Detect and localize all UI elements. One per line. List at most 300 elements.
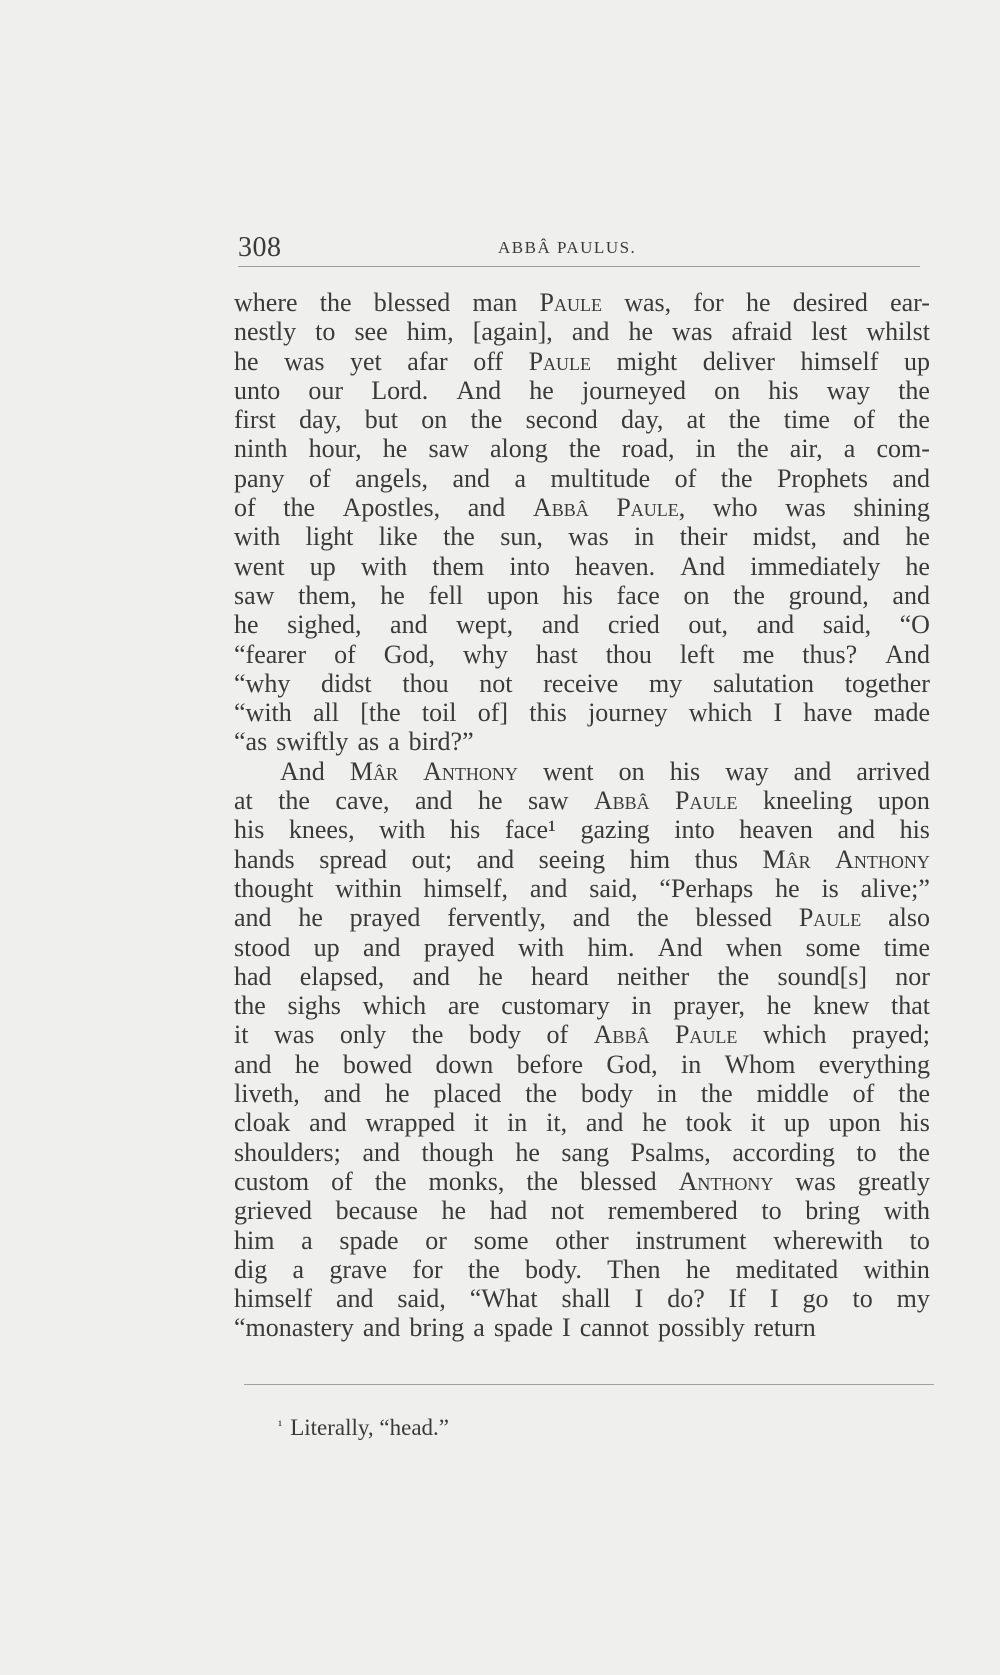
word: man: [472, 288, 518, 317]
word: God,: [606, 1049, 658, 1079]
word: sang: [561, 1137, 610, 1167]
text-line: [234, 347, 930, 376]
word: and: [842, 522, 880, 552]
text-line: [234, 815, 930, 844]
word: remembered: [607, 1196, 738, 1226]
word: their: [679, 522, 728, 552]
text-line: [234, 786, 930, 815]
word: spread: [319, 844, 388, 874]
text-line: [234, 434, 930, 463]
word: he: [298, 903, 323, 933]
word: spade: [339, 1225, 399, 1255]
text-line: [234, 1313, 930, 1342]
footnote-text: Literally, “head.”: [290, 1415, 449, 1440]
text-line: [234, 845, 930, 874]
text-line: [234, 1079, 930, 1108]
word: “with: [234, 698, 292, 728]
word: Abbâ: [593, 786, 650, 816]
word: greatly: [857, 1166, 930, 1196]
word: knees,: [288, 815, 355, 845]
word: do?: [667, 1284, 705, 1314]
word: I: [773, 698, 783, 728]
word: air,: [789, 434, 823, 464]
word: the: [728, 405, 761, 435]
word: this: [529, 698, 567, 728]
word: me: [742, 639, 775, 669]
word: and: [309, 1108, 347, 1138]
word: the: [470, 405, 503, 435]
word: a: [388, 727, 400, 757]
word: hast: [535, 639, 578, 669]
word: afraid: [731, 317, 793, 347]
word: said,: [822, 610, 872, 640]
word: upon: [828, 1108, 881, 1138]
word: to: [315, 317, 336, 347]
word: time: [783, 405, 830, 435]
word: he: [294, 1049, 320, 1079]
word: all: [312, 698, 339, 728]
text-line: [234, 1284, 930, 1313]
word: and: [892, 463, 930, 493]
word: with: [517, 932, 565, 962]
word: together: [844, 668, 930, 698]
word: the: [898, 1137, 930, 1167]
word: and: [892, 580, 930, 610]
word: Then: [607, 1254, 661, 1284]
word: with: [360, 551, 408, 581]
word: sighs: [287, 991, 341, 1021]
word: of: [309, 463, 331, 493]
word: of: [853, 405, 875, 435]
word: with: [234, 522, 281, 552]
word: my: [649, 668, 683, 698]
word: seeing: [538, 844, 606, 874]
word: and: [529, 873, 568, 903]
word: he: [529, 375, 554, 405]
word: and: [541, 610, 580, 640]
word: grave: [329, 1254, 388, 1284]
word: down: [435, 1049, 494, 1079]
word: and: [571, 317, 610, 347]
text-line: [234, 1167, 930, 1196]
word: everything: [818, 1049, 930, 1079]
word: afar: [407, 346, 448, 376]
word: and: [837, 815, 876, 845]
word: to: [761, 1196, 782, 1226]
word: placed: [433, 1079, 502, 1109]
word: I: [769, 1284, 779, 1314]
word: return: [753, 1313, 816, 1343]
word: deliver: [702, 346, 775, 376]
word: Anthony: [423, 756, 518, 786]
word: and: [572, 903, 611, 933]
word: he: [234, 610, 259, 640]
footnote: [278, 1415, 449, 1441]
word: pany: [234, 463, 285, 493]
word: them: [432, 551, 485, 581]
word: Apostles,: [342, 493, 441, 523]
word: spade: [493, 1313, 554, 1343]
word: the: [736, 434, 769, 464]
word: have: [803, 698, 853, 728]
word: left: [679, 639, 715, 669]
word: prayer,: [673, 991, 746, 1021]
word: blessed: [580, 1166, 657, 1196]
word: and: [476, 844, 515, 874]
word: time: [883, 932, 930, 962]
word: are: [447, 991, 480, 1021]
word: like: [378, 522, 418, 552]
word: multitude: [550, 463, 651, 493]
word: a: [292, 1254, 305, 1284]
word: was: [568, 522, 609, 552]
text-line: [234, 1108, 930, 1137]
word: made: [873, 698, 930, 728]
word: for: [412, 1254, 443, 1284]
word: Abbâ: [593, 1020, 650, 1050]
word: “Perhaps: [659, 873, 754, 903]
word: face¹: [504, 815, 556, 845]
word: where: [234, 288, 298, 317]
word: second: [525, 405, 598, 435]
word: the: [525, 1079, 557, 1109]
word: went: [543, 756, 594, 786]
text-line: [234, 1020, 930, 1049]
word: it: [750, 1108, 766, 1138]
text-line: [234, 991, 930, 1020]
word: ear-: [890, 288, 930, 317]
word: possibly: [658, 1313, 745, 1343]
word: day,: [299, 405, 342, 435]
word: according: [732, 1137, 835, 1167]
word: yet: [350, 346, 382, 376]
word: the: [526, 1166, 559, 1196]
word: was: [273, 1020, 315, 1050]
word: day,: [621, 405, 664, 435]
word: [the: [360, 698, 401, 728]
word: a: [473, 1313, 485, 1343]
text-line: [234, 727, 930, 756]
word: “O: [899, 610, 930, 640]
text-line: [234, 698, 930, 727]
word: shining: [853, 493, 930, 523]
word: into: [674, 815, 715, 845]
word: cave,: [335, 786, 390, 816]
word: he: [385, 1079, 410, 1109]
word: whilst: [866, 317, 930, 347]
word: Paule,: [616, 493, 686, 523]
word: to: [852, 1284, 873, 1314]
word: and: [414, 786, 453, 816]
word: and: [585, 1108, 624, 1138]
word: of: [546, 1020, 569, 1050]
word: took: [685, 1108, 732, 1138]
word: and: [467, 493, 506, 523]
word: in: [631, 991, 652, 1021]
word: and: [756, 610, 795, 640]
word: him: [629, 844, 671, 874]
word: way: [725, 756, 769, 786]
word: monks,: [428, 1166, 505, 1196]
word: he: [685, 1254, 711, 1284]
word: kneeling: [762, 786, 853, 816]
word: saw: [234, 580, 275, 610]
word: and: [335, 1284, 374, 1314]
text-line: [234, 1226, 930, 1255]
word: saw: [527, 786, 569, 816]
word: was,: [624, 288, 672, 317]
word: in: [634, 522, 655, 552]
word: his: [899, 1108, 930, 1138]
word: knew: [812, 991, 870, 1021]
word: to: [856, 1137, 877, 1167]
word: the: [568, 434, 601, 464]
word: of: [234, 493, 256, 523]
word: and: [412, 961, 451, 991]
word: road,: [621, 434, 675, 464]
word: along: [490, 434, 548, 464]
word: though: [421, 1137, 494, 1167]
word: him,: [406, 317, 454, 347]
word: out,: [688, 610, 729, 640]
word: the: [467, 1254, 500, 1284]
word: desired: [792, 288, 868, 317]
word: midst,: [752, 522, 818, 552]
word: himself: [234, 1284, 312, 1314]
word: immediately: [750, 551, 881, 581]
word: my: [896, 1284, 930, 1314]
word: on: [618, 756, 645, 786]
footnote-rule: [244, 1384, 934, 1385]
word: off: [473, 346, 504, 376]
word: angels,: [355, 463, 429, 493]
text-line: [234, 1138, 930, 1167]
body-text: [234, 288, 930, 1343]
word: face: [616, 580, 660, 610]
word: And: [456, 375, 502, 405]
word: and: [323, 1079, 362, 1109]
word: heaven.: [575, 551, 656, 581]
word: Psalms,: [630, 1137, 711, 1167]
word: sighed,: [287, 610, 362, 640]
word: bring: [409, 1313, 465, 1343]
word: “fearer: [234, 639, 307, 669]
word: his: [669, 756, 701, 786]
word: thus?: [802, 639, 858, 669]
word: thought: [234, 873, 314, 903]
word: of]: [477, 698, 509, 728]
word: for: [693, 288, 724, 317]
word: the: [234, 991, 266, 1021]
word: Prophets: [776, 463, 868, 493]
running-head: ABBÂ PAULUS.: [498, 238, 637, 257]
text-line: [234, 581, 930, 610]
word: he: [478, 961, 503, 991]
word: on: [421, 405, 448, 435]
word: “What: [469, 1284, 538, 1314]
word: [again],: [472, 317, 553, 347]
word: thou: [605, 639, 652, 669]
text-line: [234, 1050, 930, 1079]
word: I: [562, 1313, 571, 1343]
word: he: [745, 288, 771, 317]
word: And: [280, 756, 325, 786]
word: and: [390, 610, 428, 640]
word: fervently,: [447, 903, 546, 933]
word: instrument: [635, 1225, 747, 1255]
word: body: [580, 1079, 633, 1109]
word: a: [843, 434, 856, 464]
text-line: [234, 1255, 930, 1284]
word: he: [515, 1137, 540, 1167]
word: before: [516, 1049, 584, 1079]
text-line: [234, 288, 930, 317]
word: Lord.: [371, 375, 429, 405]
word: blessed: [695, 903, 773, 933]
word: he: [642, 1108, 667, 1138]
text-line: [234, 405, 930, 434]
word: custom: [234, 1166, 310, 1196]
word: Paule: [675, 786, 738, 816]
word: at: [234, 786, 253, 816]
word: of: [334, 639, 356, 669]
word: he: [775, 873, 800, 903]
word: within: [335, 873, 402, 903]
word: was: [284, 346, 325, 376]
word: with: [883, 1196, 930, 1226]
text-line: [234, 640, 930, 669]
word: prayed;: [852, 1020, 930, 1050]
word: he: [441, 1196, 467, 1226]
word: the: [898, 375, 930, 405]
word: only: [339, 1020, 387, 1050]
word: saw: [428, 434, 469, 464]
text-line: [234, 610, 930, 639]
word: alive;”: [860, 873, 930, 903]
word: the: [717, 961, 750, 991]
word: within: [863, 1254, 930, 1284]
word: said,: [397, 1284, 446, 1314]
word: a: [301, 1225, 313, 1255]
word: had: [489, 1196, 528, 1226]
word: his: [899, 815, 930, 845]
word: also: [888, 903, 930, 933]
word: upon: [486, 580, 539, 610]
word: as: [357, 727, 380, 757]
word: some: [805, 932, 861, 962]
word: out;: [411, 844, 453, 874]
word: it: [234, 1020, 249, 1050]
word: Paule: [798, 903, 862, 933]
word: was: [795, 1166, 836, 1196]
word: thus: [694, 844, 738, 874]
word: Anthony: [835, 844, 930, 874]
word: of: [331, 1166, 353, 1196]
word: in: [507, 1108, 528, 1138]
word: when: [725, 932, 783, 962]
word: And: [657, 932, 703, 962]
text-line: [234, 464, 930, 493]
word: com-: [876, 434, 930, 464]
word: with: [379, 815, 426, 845]
word: which: [762, 1020, 827, 1050]
word: up: [309, 551, 336, 581]
word: prayed: [349, 903, 421, 933]
word: our: [308, 375, 344, 405]
word: of: [852, 1079, 875, 1109]
word: bring: [805, 1196, 861, 1226]
word: lest: [811, 317, 848, 347]
word: to: [909, 1225, 930, 1255]
word: Whom: [724, 1049, 796, 1079]
word: the: [898, 405, 930, 435]
word: If: [728, 1284, 746, 1314]
word: way: [826, 375, 871, 405]
word: some: [473, 1225, 529, 1255]
word: the: [700, 1079, 733, 1109]
word: Paule: [674, 1020, 738, 1050]
word: him: [234, 1225, 275, 1255]
word: journey: [588, 698, 668, 728]
word: which: [362, 991, 427, 1021]
word: didst: [321, 668, 372, 698]
word: up: [783, 1108, 810, 1138]
word: which: [688, 698, 753, 728]
word: he: [628, 317, 653, 347]
word: because: [335, 1196, 418, 1226]
word: sun,: [500, 522, 543, 552]
word: not: [479, 668, 513, 698]
word: not: [550, 1196, 585, 1226]
text-line: [234, 933, 930, 962]
word: journeyed: [581, 375, 686, 405]
word: and: [362, 1137, 400, 1167]
word: the: [319, 288, 352, 317]
word: “monastery: [234, 1313, 354, 1343]
word: he: [477, 786, 503, 816]
word: Paule: [539, 288, 602, 317]
word: went: [234, 551, 285, 581]
word: his: [234, 815, 265, 845]
word: light: [305, 522, 354, 552]
word: see: [354, 317, 388, 347]
word: and: [363, 932, 401, 962]
word: Paule: [528, 346, 592, 376]
word: on: [714, 375, 741, 405]
word: “why: [234, 668, 291, 698]
word: receive: [543, 668, 619, 698]
word: shall: [561, 1284, 611, 1314]
word: who: [712, 493, 758, 523]
word: might: [616, 346, 678, 376]
word: the: [283, 493, 316, 523]
word: sound[s]: [777, 961, 868, 991]
word: in: [681, 1049, 702, 1079]
text-line: [234, 552, 930, 581]
word: it,: [546, 1108, 568, 1138]
word: his: [562, 580, 593, 610]
word: up: [313, 932, 340, 962]
word: gazing: [580, 815, 650, 845]
text-line: [234, 874, 930, 903]
word: is: [821, 873, 839, 903]
word: first: [234, 405, 276, 435]
word: nor: [895, 961, 930, 991]
word: he: [905, 522, 930, 552]
word: up: [903, 346, 930, 376]
word: neither: [617, 961, 690, 991]
word: in: [695, 434, 716, 464]
